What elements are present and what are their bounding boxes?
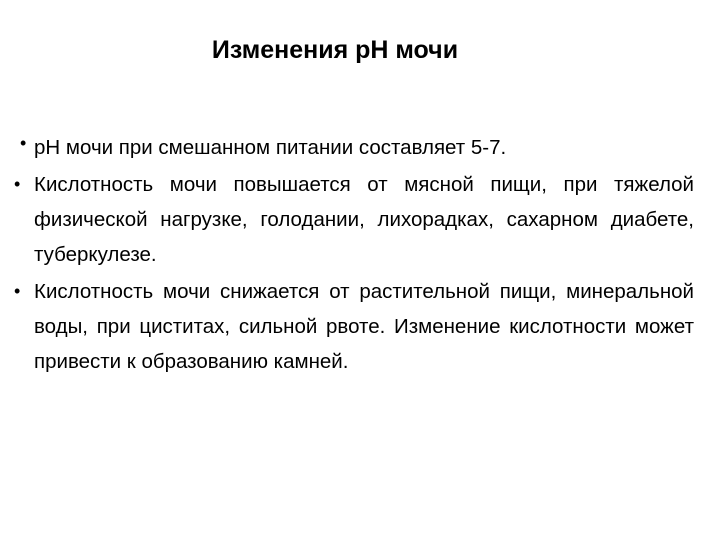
bullet-dot-icon: • — [20, 133, 27, 153]
bullet-text: Кислотность мочи повышается от мясной пищи, при тяжелой физической нагрузке, голодании, лихорадках, сахарном диабете, туберкулезе. — [34, 173, 694, 266]
slide-title: Изменения рН мочи — [211, 36, 459, 64]
bullet-item — [14, 130, 694, 165]
bullet-item — [14, 167, 694, 272]
bullet-item — [14, 274, 694, 379]
bullet-text: рН мочи при смешанном питании составляет 5-7. — [34, 136, 507, 159]
bullet-list — [14, 130, 694, 381]
bullet-dot-icon: • — [14, 174, 21, 194]
bullet-text: Кислотность мочи снижается от растительной пищи, минеральной воды, при циститах, сильной рвоте. Изменение кислотности может привести к образованию камней. — [34, 280, 694, 373]
bullet-dot-icon: • — [14, 281, 21, 301]
